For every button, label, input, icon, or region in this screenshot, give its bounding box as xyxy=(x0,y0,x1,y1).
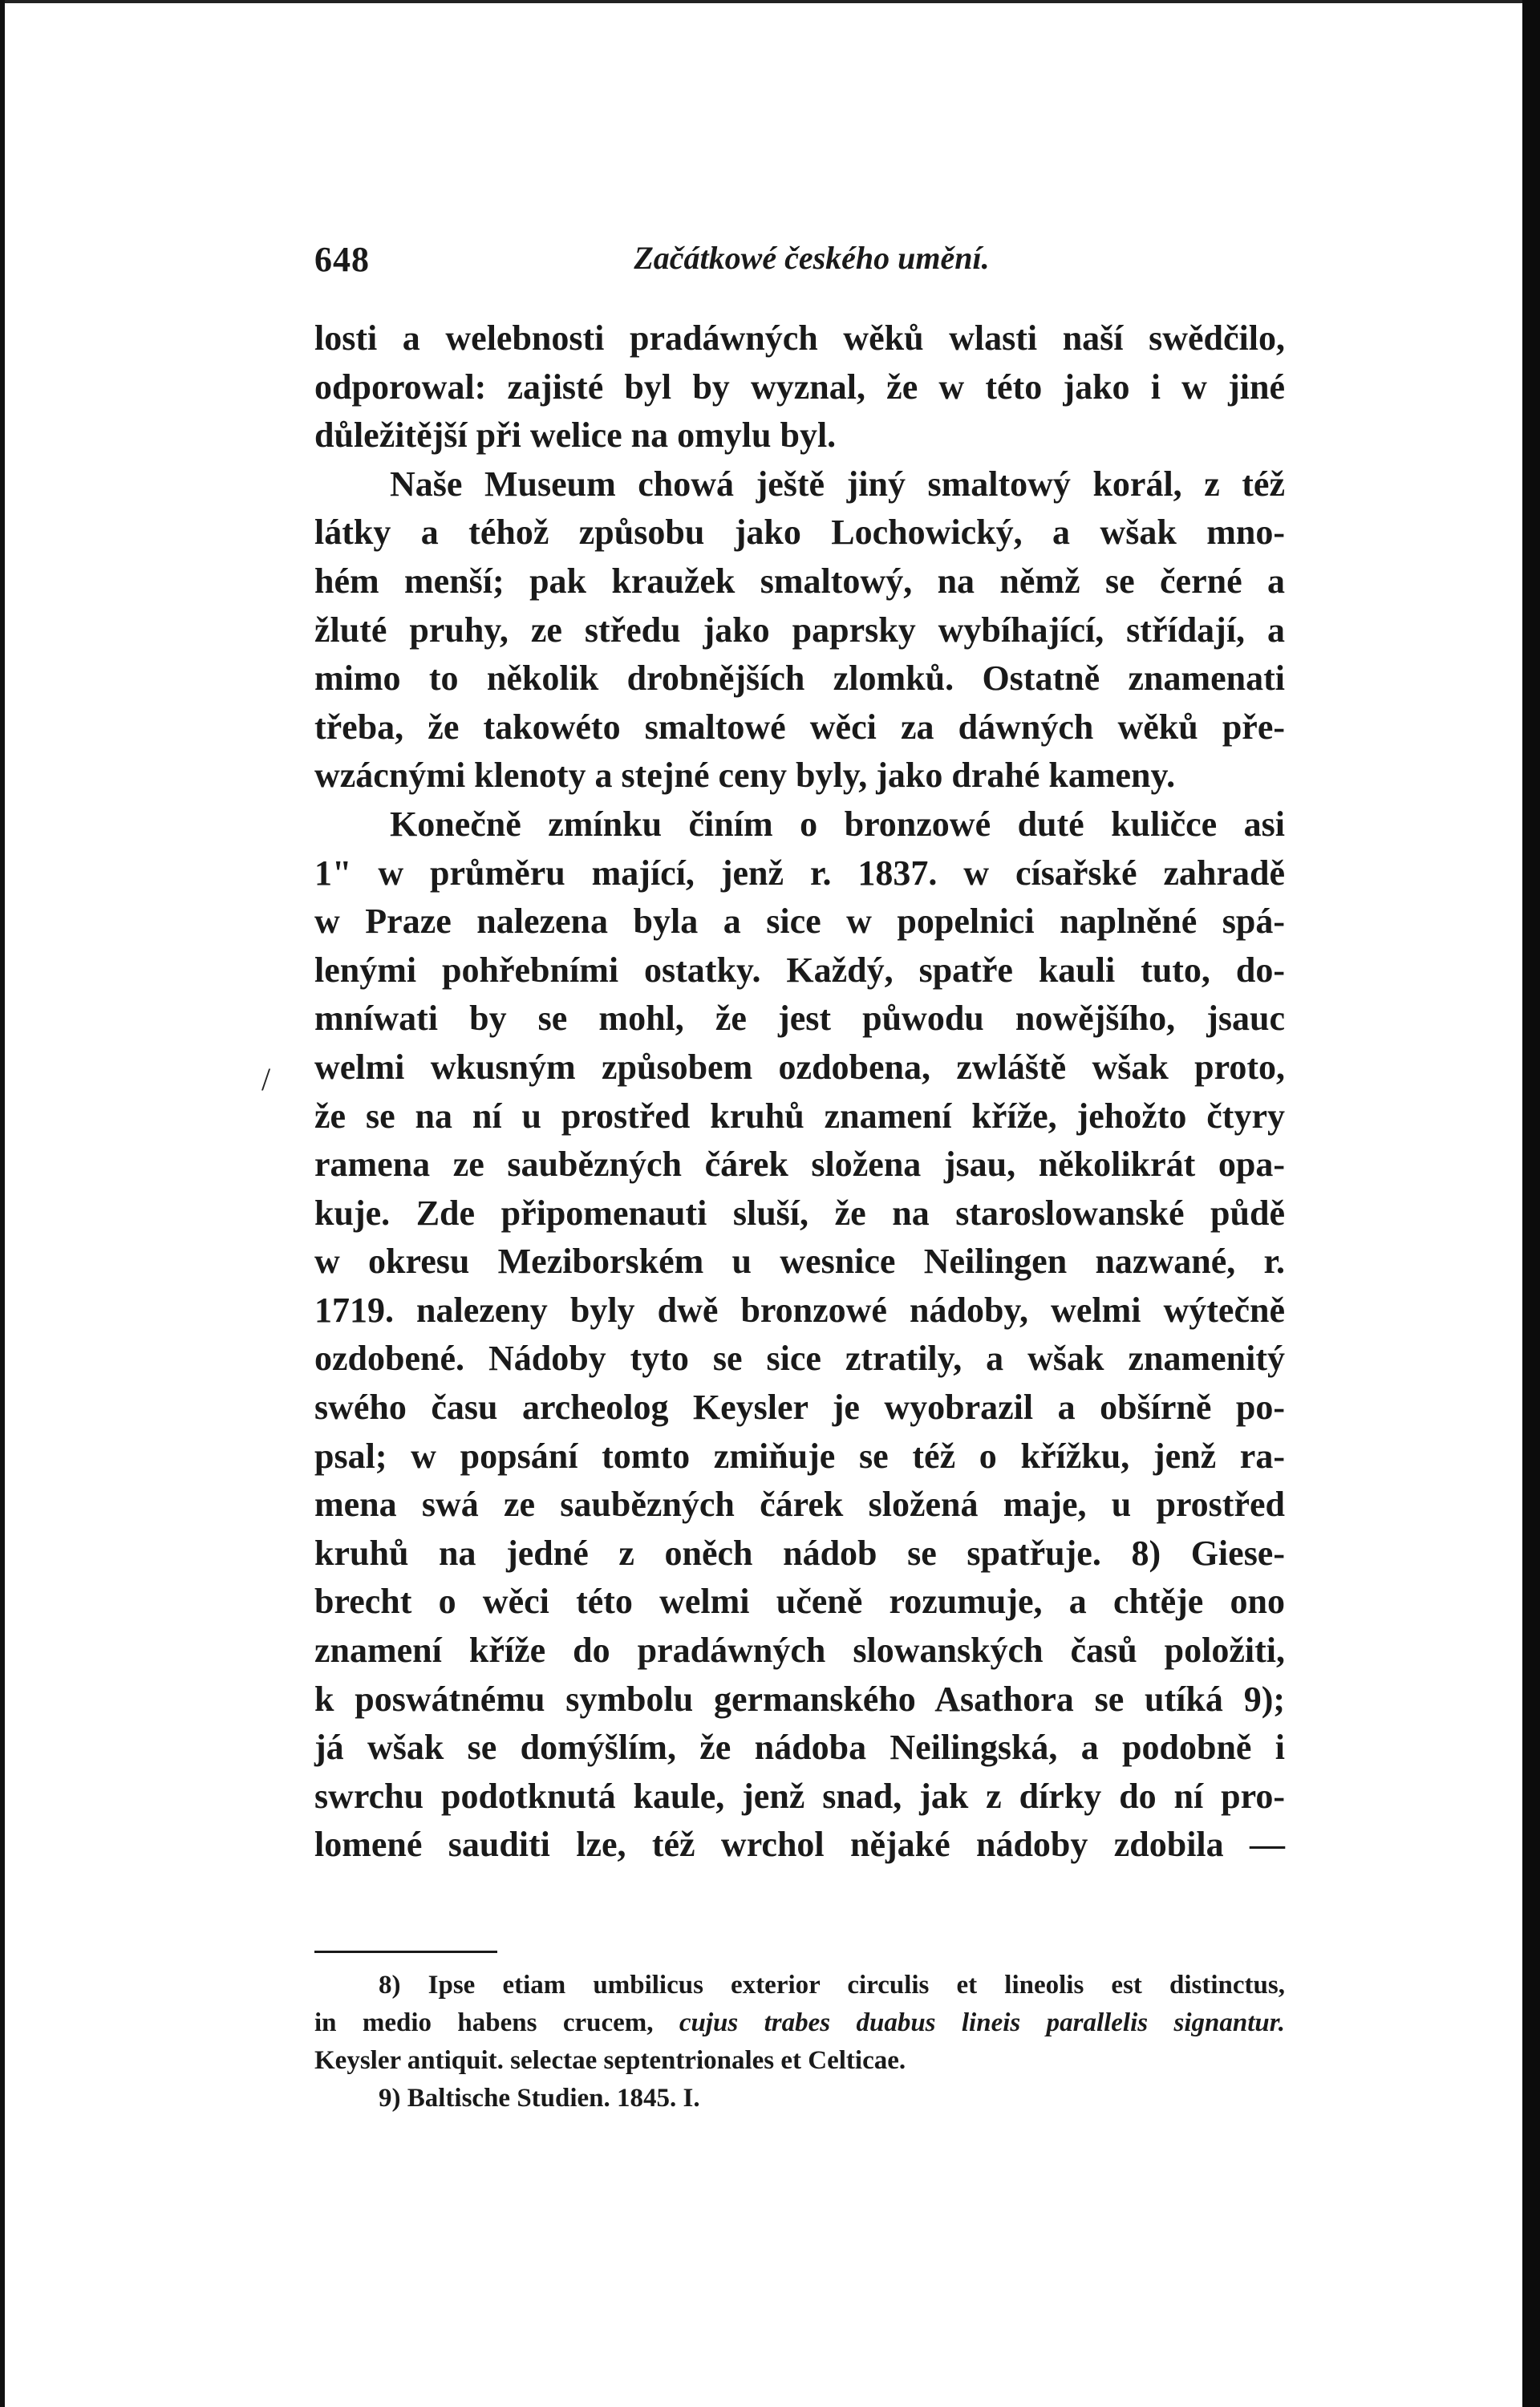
text-line: kuje. Zde připomenauti sluší, že na staroslowanské půdě xyxy=(314,1193,1285,1233)
paragraph-start-line: Konečně zmínku činím o bronzowé duté kuličce asi xyxy=(390,804,1285,844)
text-line: látky a téhož způsobu jako Lochowický, a wšak mno- xyxy=(314,513,1285,553)
paragraph-start-line: Naše Museum chowá ještě jiný smaltowý korál, z též xyxy=(390,464,1285,504)
footnote-8-italic-text: cujus trabes duabus lineis parallelis signantur. xyxy=(679,2008,1285,2037)
text-line: mníwati by se mohl, že jest půwodu nowějšího, jsauc xyxy=(314,999,1285,1039)
footnote-8-line xyxy=(314,2004,1285,2042)
text-line: hém menší; pak kraužek smaltowý, na němž se černé a xyxy=(314,561,1285,601)
text-line: wzácnými klenoty a stejné ceny byly, jako drahé kameny. xyxy=(314,756,1176,796)
text-line: swrchu podotknutá kaule, jenž snad, jak z dírky do ní pro- xyxy=(314,1776,1285,1816)
running-head xyxy=(314,239,1285,287)
text-line: mena swá ze saubězných čárek složená maje, u prostřed xyxy=(314,1485,1285,1525)
footnote-8-text: in medio habens crucem, xyxy=(314,2008,679,2037)
text-line: kruhů na jedné z oněch nádob se spatřuje. 8) Giese- xyxy=(314,1533,1285,1573)
text-line: psal; w popsání tomto zmiňuje se též o křížku, jenž ra- xyxy=(314,1436,1285,1476)
text-line: ramena ze saubězných čárek složena jsau, několikrát opa- xyxy=(314,1145,1285,1185)
text-line: odporowal: zajisté byl by wyznal, že w této jako i w jiné xyxy=(314,367,1285,407)
body-text xyxy=(314,314,1285,1870)
footnote-9-line: 9) Baltische Studien. 1845. I. xyxy=(379,2084,700,2113)
text-line: já wšak se domýšlím, že nádoba Neilingská, a podobně i xyxy=(314,1728,1285,1768)
text-line: w okresu Meziborském u wesnice Neilingen nazwané, r. xyxy=(314,1242,1285,1282)
text-line: žluté pruhy, ze středu jako paprsky wybíhající, střídají, a xyxy=(314,610,1285,650)
text-line: losti a welebnosti pradáwných wěků wlasti naší swědčilo, xyxy=(314,318,1285,358)
text-line: lenými pohřebními ostatky. Každý, spatře kauli tuto, do- xyxy=(314,950,1285,990)
text-line: ozdobené. Nádoby tyto se sice ztratily, a wšak znamenitý xyxy=(314,1339,1285,1379)
text-line: že se na ní u prostřed kruhů znamení kříže, jehožto čtyry xyxy=(314,1096,1285,1136)
text-line: brecht o wěci této welmi učeně rozumuje, a chtěje ono xyxy=(314,1582,1285,1622)
text-line: w Praze nalezena byla a sice w popelnici naplněné spá- xyxy=(314,902,1285,942)
page-number: 648 xyxy=(314,240,370,279)
text-line: 1" w průměru mající, jenž r. 1837. w císařské zahradě xyxy=(314,853,1285,893)
text-line: znamení kříže do pradáwných slowanských časů položiti, xyxy=(314,1631,1285,1671)
text-line: swého času archeolog Keysler je wyobrazil a obšírně po- xyxy=(314,1388,1285,1428)
text-line: 1719. nalezeny byly dwě bronzowé nádoby, welmi wýtečně xyxy=(314,1290,1285,1330)
footnotes xyxy=(314,1967,1285,2117)
text-line: k poswátnému symbolu germanského Asathora se utíká 9); xyxy=(314,1679,1285,1719)
text-line: důležitější při welice na omylu byl. xyxy=(314,415,837,456)
text-line: welmi wkusným způsobem ozdobena, zwláště wšak proto, xyxy=(314,1047,1285,1087)
text-line: mimo to několik drobnějších zlomků. Ostatně znamenati xyxy=(314,658,1285,699)
margin-pencil-mark: / xyxy=(261,1061,271,1097)
running-title: Začátkowé českého umění. xyxy=(634,240,990,276)
footnote-8-line: 8) Ipse etiam umbilicus exterior circulis et lineolis est distinctus, xyxy=(379,1971,1285,2000)
footnote-rule xyxy=(314,1951,497,1953)
text-line: lomené sauditi lze, též wrchol nějaké nádoby zdobila — xyxy=(314,1825,1285,1865)
text-line: třeba, že takowéto smaltowé wěci za dáwných wěků pře- xyxy=(314,707,1285,747)
footnote-8-line: Keysler antiquit. selectae septentrionales et Celticae. xyxy=(314,2046,906,2075)
